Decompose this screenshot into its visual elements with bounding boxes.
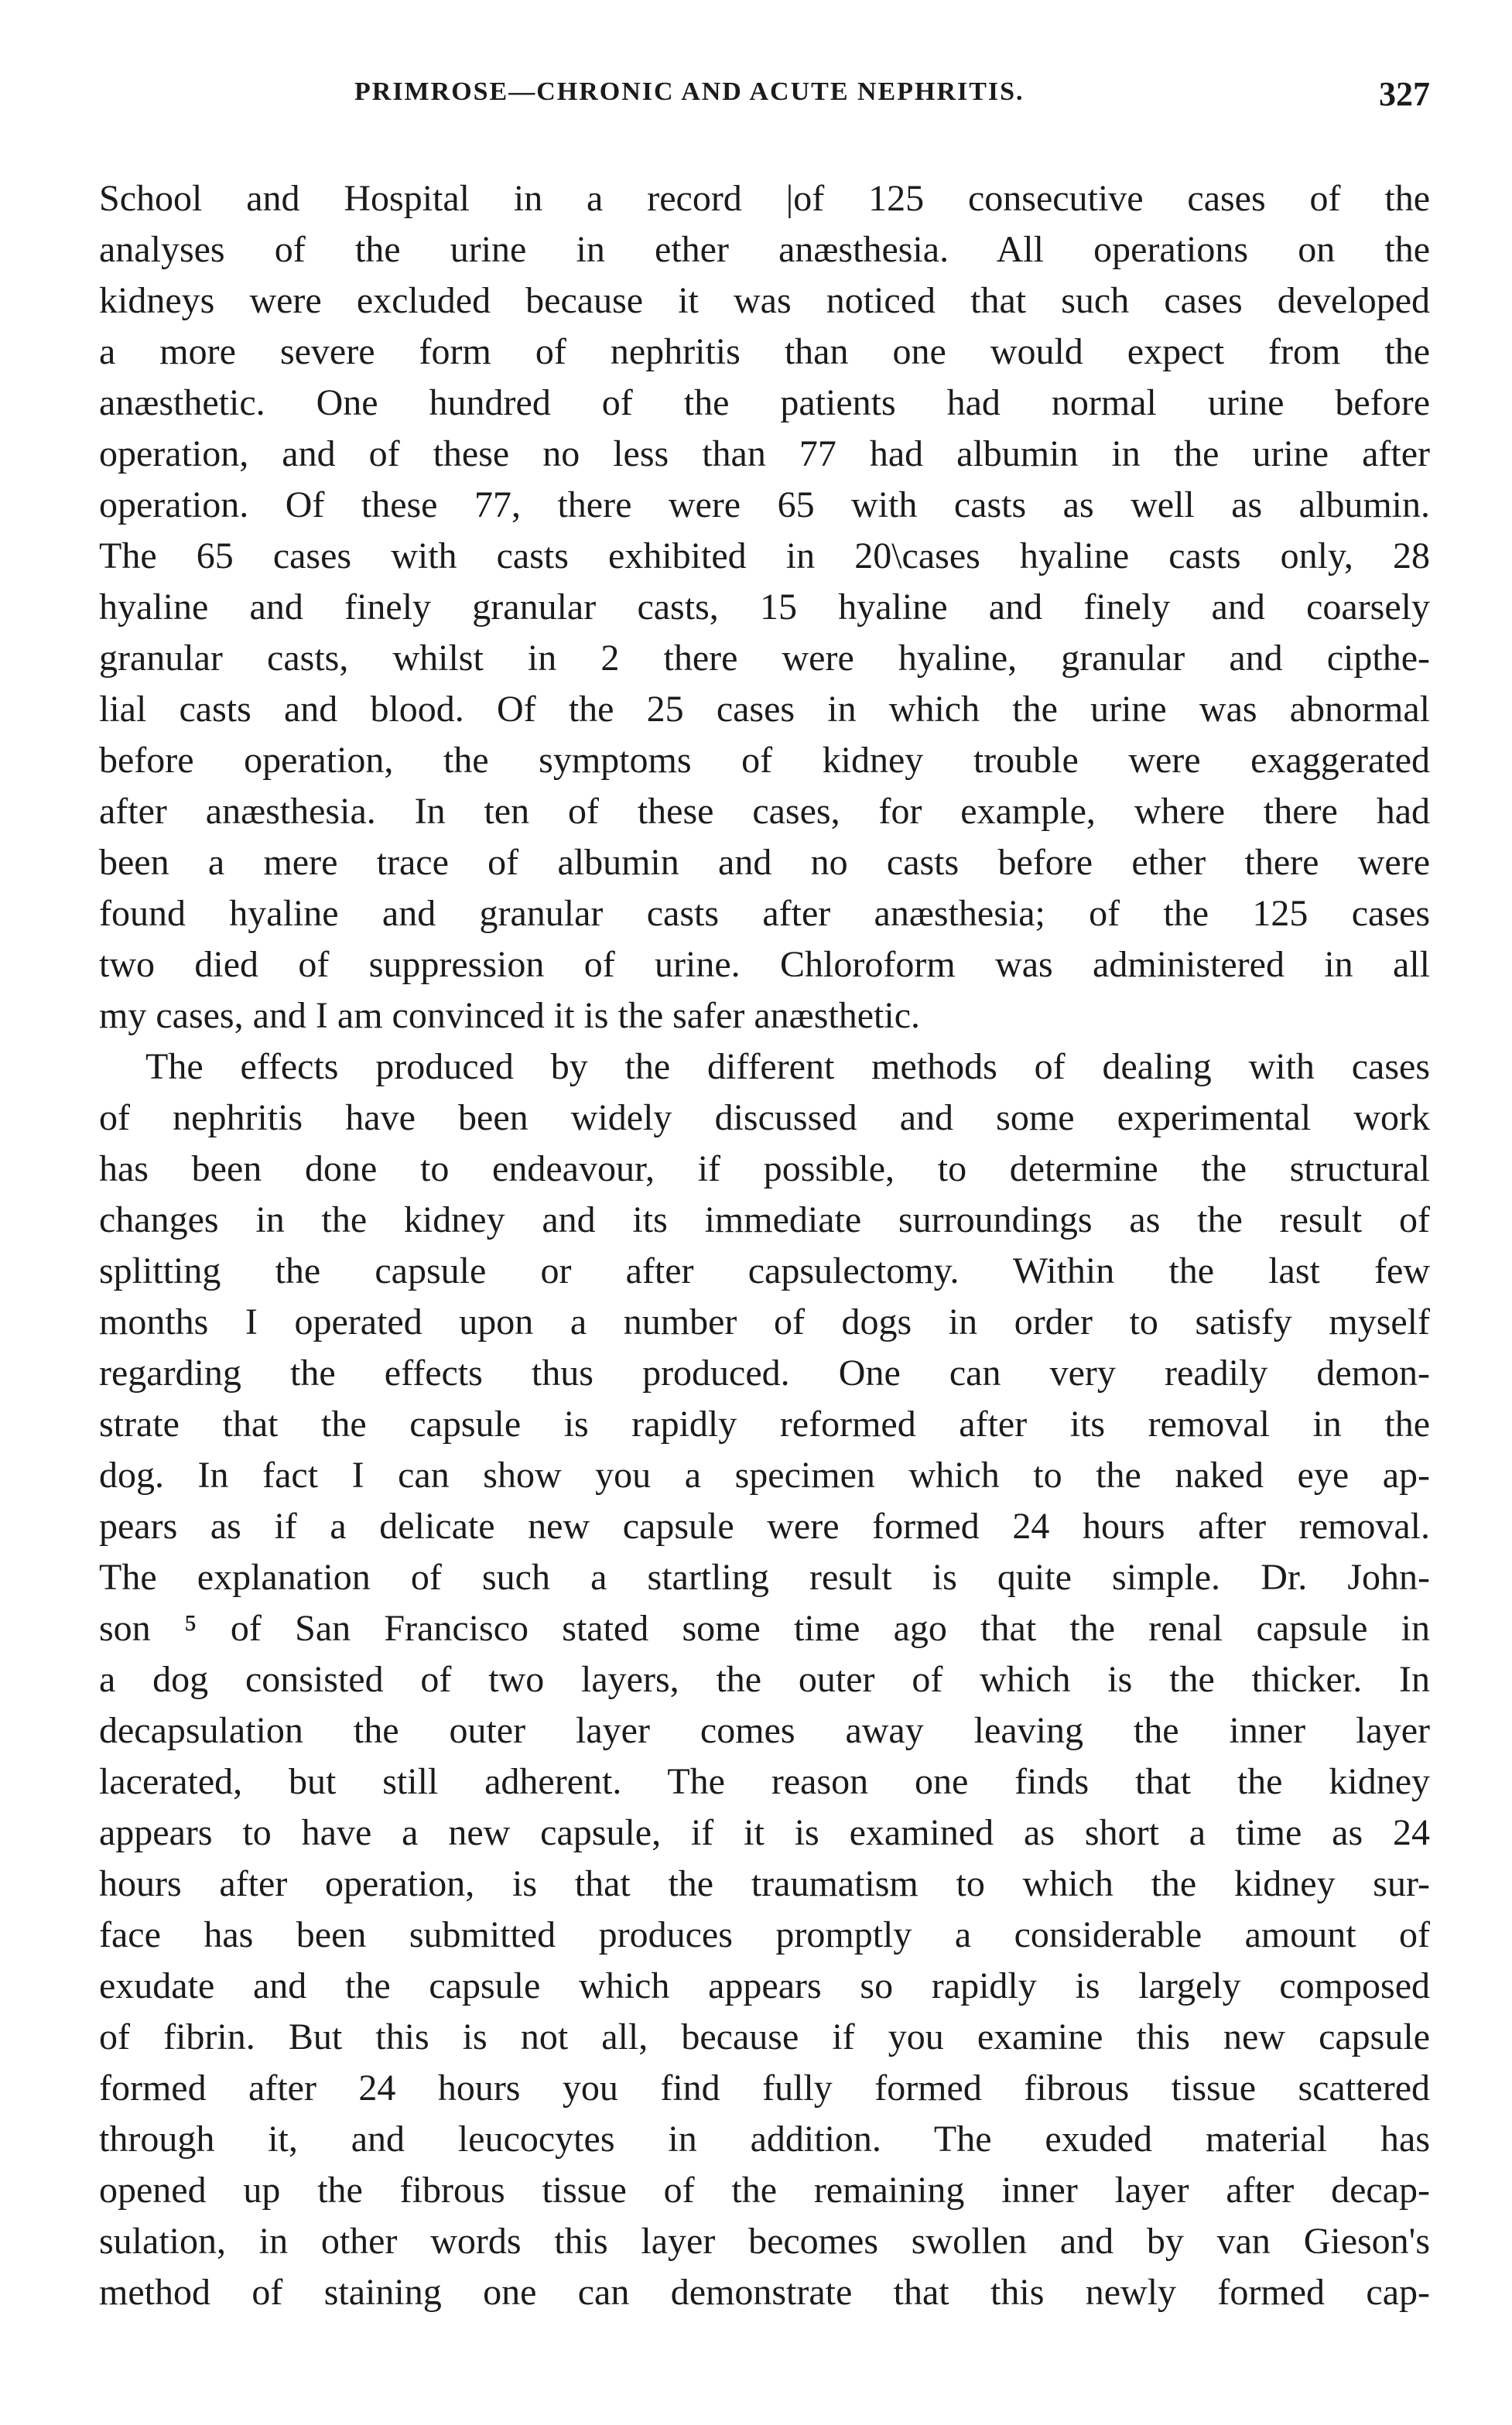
text-line: appears to have a new capsule, if it is examined as short a time as 24 [99, 1812, 1430, 1853]
text-line: of nephritis have been widely discussed and some experimental work [99, 1097, 1430, 1138]
text-line: sulation, in other words this layer becomes swollen and by van Gieson's [99, 2221, 1430, 2262]
text-line: decapsulation the outer layer comes away leaving the inner layer [99, 1710, 1430, 1751]
text-line: hyaline and finely granular casts, 15 hyaline and finely and coarsely [99, 587, 1430, 628]
text-line: two died of suppression of urine. Chloroform was administered in all [99, 944, 1430, 985]
text-line: exudate and the capsule which appears so rapidly is largely composed [99, 1965, 1430, 2006]
text-line: found hyaline and granular casts after anæsthesia; of the 125 cases [99, 893, 1430, 934]
text-line: opened up the fibrous tissue of the remaining inner layer after decap- [99, 2170, 1430, 2211]
text-line: son ⁵ of San Francisco stated some time ago that the renal capsule in [99, 1608, 1430, 1649]
running-head [99, 77, 1430, 124]
text-line: through it, and leucocytes in addition. The exuded material has [99, 2119, 1430, 2160]
text-line: before operation, the symptoms of kidney trouble were exaggerated [99, 740, 1430, 781]
text-line: face has been submitted produces promptly a considerable amount of [99, 1914, 1430, 1955]
text-line: granular casts, whilst in 2 there were hyaline, granular and cipthe- [99, 638, 1430, 679]
text-line: has been done to endeavour, if possible, to determine the structural [99, 1148, 1430, 1189]
page-number: 327 [1379, 75, 1430, 113]
text-line: operation, and of these no less than 77 had albumin in the urine after [99, 433, 1430, 474]
text-line: strate that the capsule is rapidly reformed after its removal in the [99, 1404, 1430, 1445]
text-line: of fibrin. But this is not all, because if you examine this new capsule [99, 2016, 1430, 2057]
text-line: dog. In fact I can show you a specimen which to the naked eye ap- [99, 1455, 1430, 1496]
text-line: analyses of the urine in ether anæsthesia. All operations on the [99, 229, 1430, 270]
text-line: a dog consisted of two layers, the outer of which is the thicker. In [99, 1659, 1430, 1700]
text-line: pears as if a delicate new capsule were formed 24 hours after removal. [99, 1506, 1430, 1547]
text-line: lial casts and blood. Of the 25 cases in which the urine was abnormal [99, 689, 1430, 730]
running-head-title: PRIMROSE—CHRONIC AND ACUTE NEPHRITIS. [354, 77, 1025, 106]
text-line: operation. Of these 77, there were 65 with casts as well as albumin. [99, 484, 1430, 525]
text-line: regarding the effects thus produced. One can very readily demon- [99, 1353, 1430, 1394]
text-line: splitting the capsule or after capsulectomy. Within the last few [99, 1250, 1430, 1291]
text-line: been a mere trace of albumin and no casts before ether there were [99, 842, 1430, 883]
text-line: formed after 24 hours you find fully formed fibrous tissue scattered [99, 2068, 1430, 2109]
text-line: my cases, and I am convinced it is the safer anæsthetic. [99, 995, 920, 1036]
text-line: after anæsthesia. In ten of these cases, for example, where there had [99, 791, 1430, 832]
text-line: months I operated upon a number of dogs in order to satisfy myself [99, 1301, 1430, 1342]
text-line: The effects produced by the different methods of dealing with cases [145, 1046, 1430, 1087]
text-line: changes in the kidney and its immediate surroundings as the result of [99, 1199, 1430, 1240]
text-line: method of staining one can demonstrate that this newly formed cap- [99, 2272, 1430, 2313]
text-line: hours after operation, is that the traumatism to which the kidney sur- [99, 1863, 1430, 1904]
text-line: lacerated, but still adherent. The reason one finds that the kidney [99, 1761, 1430, 1802]
text-line: School and Hospital in a record |of 125 consecutive cases of the [99, 178, 1430, 219]
text-line: a more severe form of nephritis than one would expect from the [99, 331, 1430, 372]
text-line: The explanation of such a startling result is quite simple. Dr. John- [99, 1557, 1430, 1598]
text-line: The 65 cases with casts exhibited in 20\cases hyaline casts only, 28 [99, 535, 1430, 576]
text-line: kidneys were excluded because it was noticed that such cases developed [99, 280, 1430, 321]
text-line: anæsthetic. One hundred of the patients had normal urine before [99, 382, 1430, 423]
